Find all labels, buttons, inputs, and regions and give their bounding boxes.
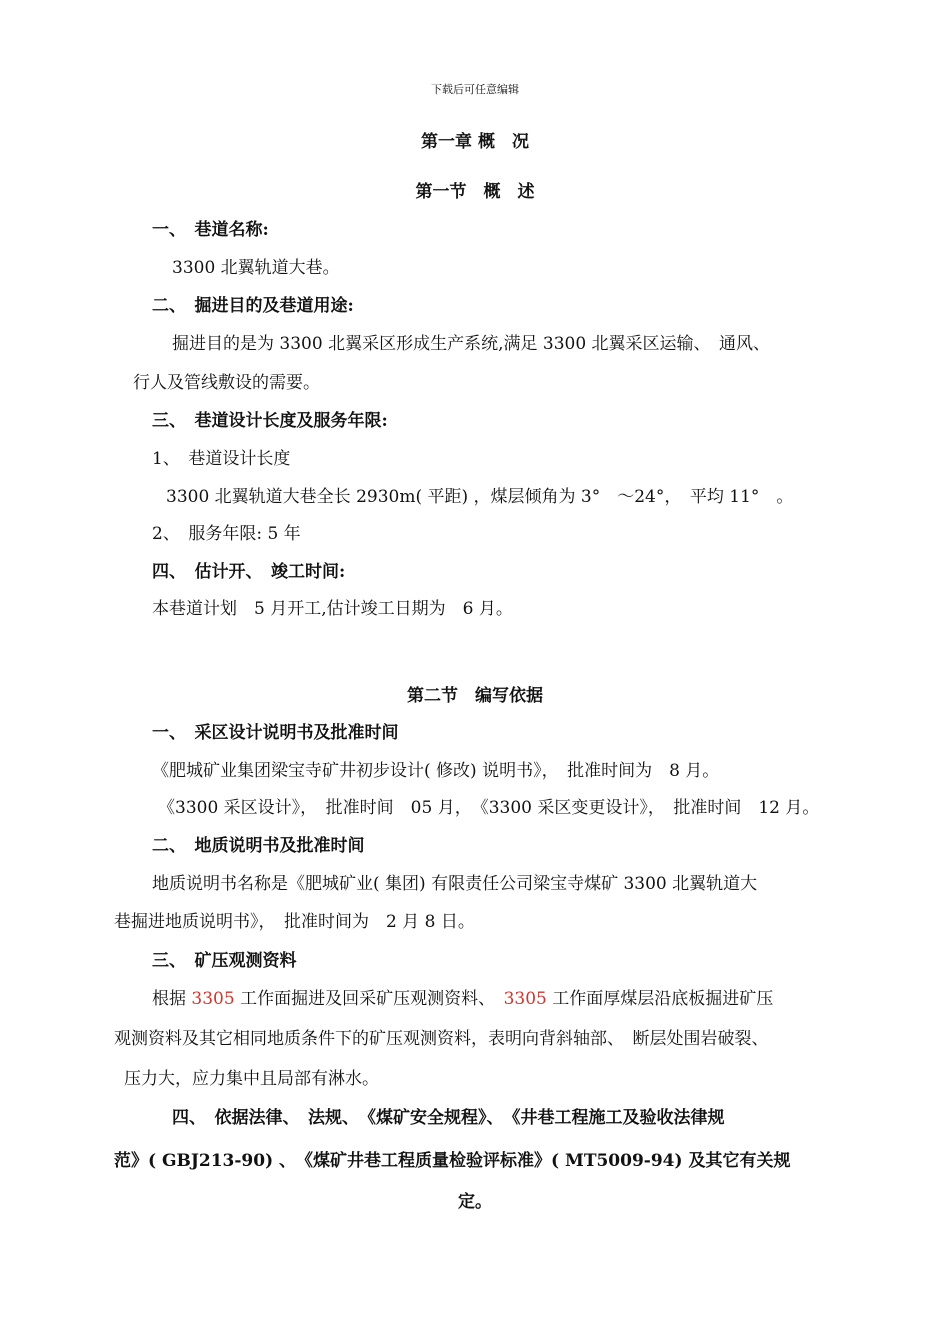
- header-note: 下载后可任意编辑: [431, 83, 519, 96]
- section2-paragraph-3c: 压力大，应力集中且局部有淋水。: [124, 1069, 379, 1089]
- workface-number-1: 3305: [191, 989, 235, 1009]
- section2-paragraph-3a: [152, 988, 773, 1010]
- section2-heading-2: 二、 地质说明书及批准时间: [152, 836, 365, 856]
- section2-heading-4c: 定。: [458, 1192, 492, 1212]
- section2-paragraph-1b: 《3300 采区设计》， 批准时间 05 月， 《3300 采区变更设计》， 批准时间 12 月。: [158, 798, 820, 818]
- workface-number-2: 3305: [503, 989, 547, 1009]
- paragraph-3a-suffix: 工作面厚煤层沿底板掘进矿压: [546, 989, 774, 1009]
- paragraph-3a-middle: 工作面掘进及回采矿压观测资料、: [234, 989, 504, 1009]
- section1-heading-3: 三、 巷道设计长度及服务年限:: [152, 411, 388, 431]
- section1-heading-1: 一、 巷道名称:: [152, 220, 269, 240]
- chapter-title: 第一章 概 况: [421, 132, 529, 152]
- paragraph-3a-prefix: 根据: [152, 989, 192, 1009]
- section1-heading-2: 二、 掘进目的及巷道用途:: [152, 296, 354, 316]
- section1-item-2: 2、 服务年限: 5 年: [152, 524, 301, 544]
- section1-paragraph-3: 3300 北翼轨道大巷全长 2930m( 平距) ，煤层倾角为 3° ～24°， 平均 11° 。: [166, 487, 794, 507]
- section2-heading-3: 三、 矿压观测资料: [152, 951, 297, 971]
- section2-paragraph-1a: 《肥城矿业集团梁宝寺矿井初步设计( 修改) 说明书》， 批准时间为 8 月。: [152, 761, 720, 781]
- section2-heading-4a: 四、 依据法律、 法规、 《煤矿安全规程》、 《井巷工程施工及验收法律规: [172, 1108, 725, 1128]
- section2-title: 第二节 编写依据: [407, 686, 543, 706]
- section1-title: 第一节 概 述: [415, 182, 535, 202]
- section1-paragraph-2a: 掘进目的是为 3300 北翼采区形成生产系统,满足 3300 北翼采区运输、 通风、: [172, 334, 771, 354]
- section1-paragraph-2b: 行人及管线敷设的需要。: [133, 373, 320, 393]
- section2-heading-4b: 范》( GBJ213-90) 、 《煤矿井巷工程质量检验评标准》( MT5009-94) 及其它有关规: [114, 1151, 791, 1171]
- section1-heading-4: 四、 估计开、 竣工时间:: [152, 562, 346, 582]
- section2-paragraph-2b: 巷掘进地质说明书》， 批准时间为 2 月 8 日。: [114, 912, 475, 932]
- section2-paragraph-3b: 观测资料及其它相同地质条件下的矿压观测资料，表明向背斜轴部、 断层处围岩破裂、: [114, 1029, 769, 1049]
- section1-item-1: 1、 巷道设计长度: [152, 449, 291, 469]
- section1-paragraph-4: 本巷道计划 5 月开工,估计竣工日期为 6 月。: [152, 599, 513, 619]
- section2-paragraph-2a: 地质说明书名称是《肥城矿业( 集团) 有限责任公司梁宝寺煤矿 3300 北翼轨道大: [152, 874, 758, 894]
- section2-heading-1: 一、 采区设计说明书及批准时间: [152, 723, 399, 743]
- section1-paragraph-1: 3300 北翼轨道大巷。: [172, 258, 340, 278]
